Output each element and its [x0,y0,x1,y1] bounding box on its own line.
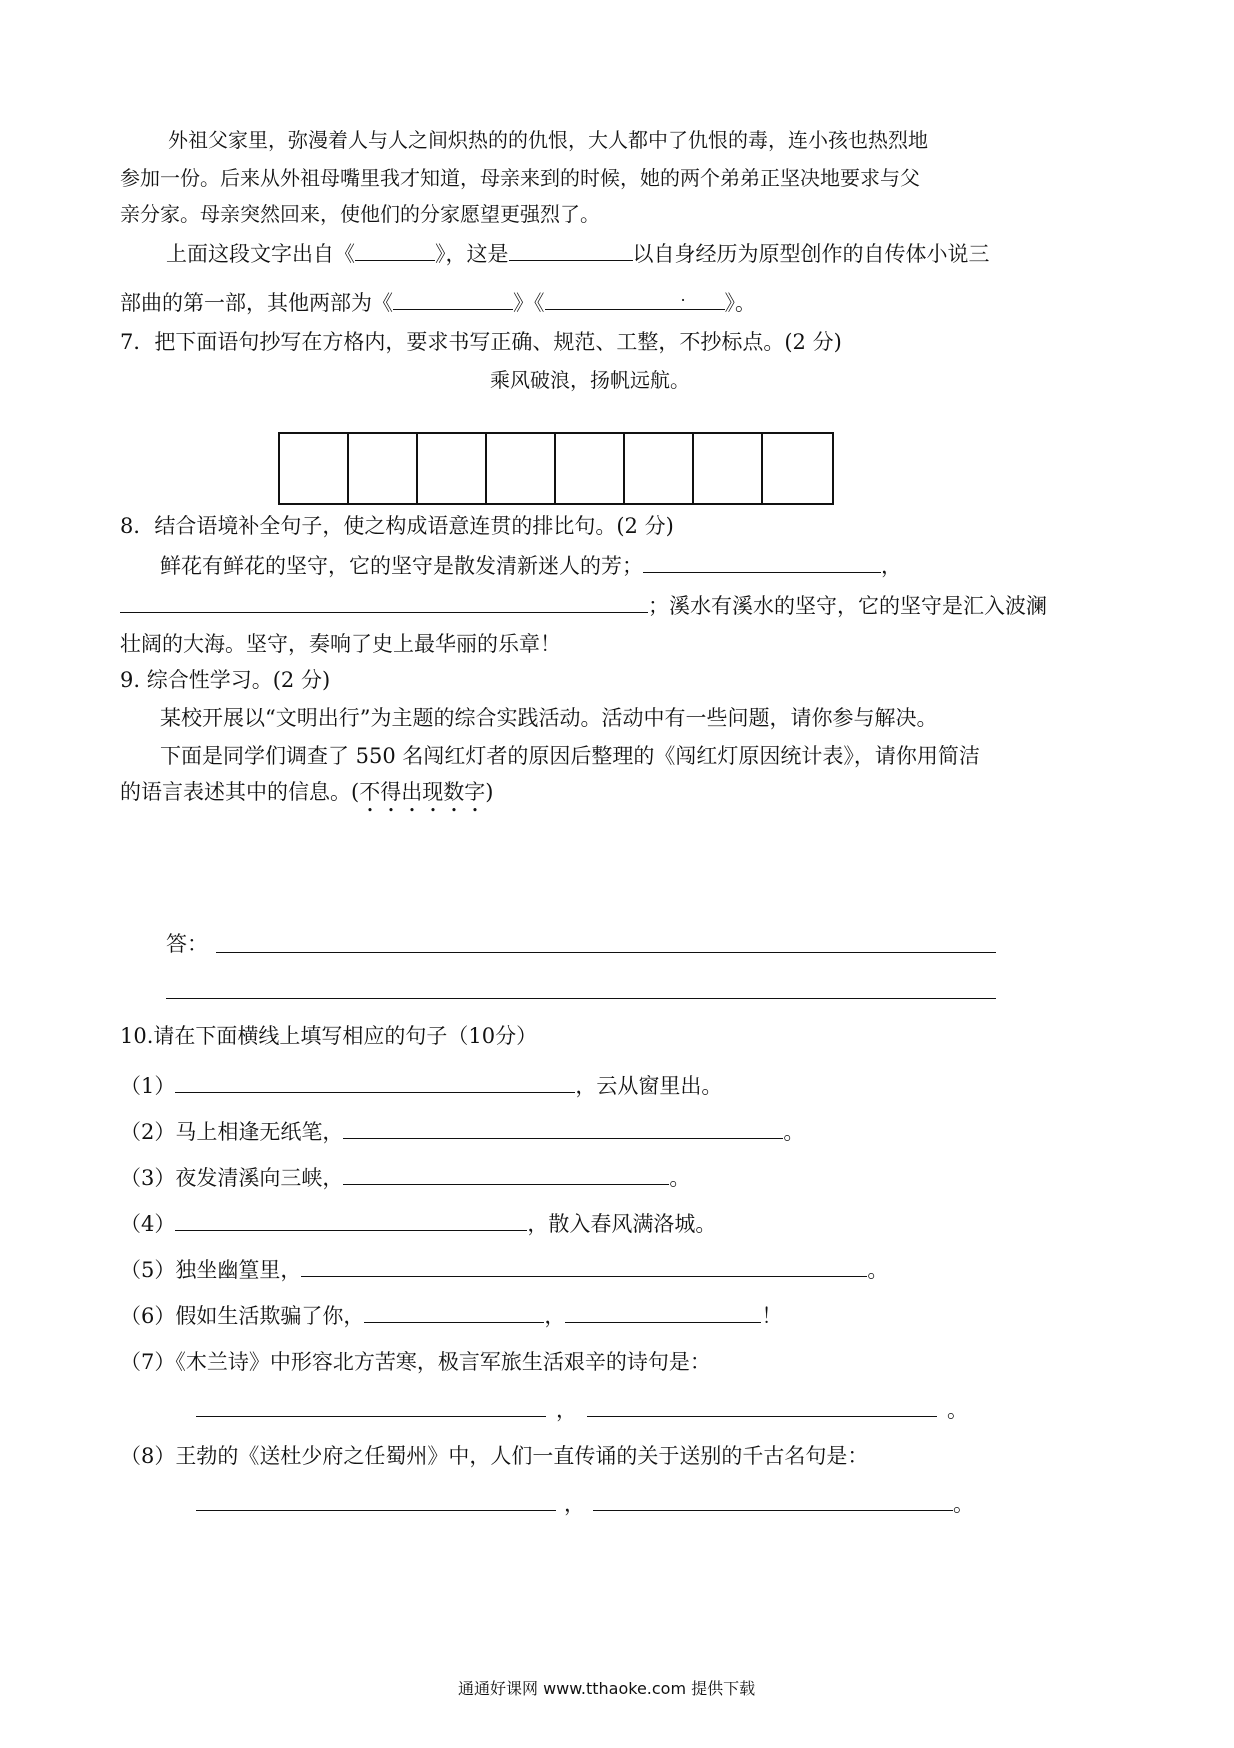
q10-item-6-blank-1[interactable] [364,1321,544,1323]
q10-item-4-blank[interactable] [175,1229,527,1231]
q10-item-4 [120,1208,716,1238]
q6-blank-book-2[interactable] [393,308,513,310]
q6-blank-author[interactable] [509,259,633,261]
q10-item-8-text: 王勃的《送杜少府之任蜀州》中，人们一直传诵的关于送别的千古名句是： [175,1444,869,1468]
page-footer: 通通好课网 www.tthaoke.com 提供下载 [458,1679,756,1698]
grid-cell[interactable] [280,434,349,503]
q10-item-7 [120,1346,711,1376]
q10-item-6-num: （6） [120,1304,176,1328]
q10-item-1-text: ，云从窗里出。 [575,1074,723,1098]
q9-line-2: 下面是同学们调查了 550 名闯红灯者的原因后整理的《闯红灯原因统计表》，请你用简洁 [160,744,980,768]
q8-line-1 [160,550,902,580]
grid-cell[interactable] [418,434,487,503]
q8-blank-2[interactable] [120,611,648,613]
grid-cell[interactable] [556,434,625,503]
q8-line-2 [120,590,1047,620]
q6-text-d: 部曲的第一部，其他两部为《 [120,291,393,315]
q6-text-f: 》。 [724,291,756,315]
q10-item-5 [120,1254,888,1284]
q10-item-2 [120,1116,804,1146]
q9-answer-line-1[interactable] [216,952,996,953]
q6-text-b: 》，这是 [435,242,509,266]
q6-line-2 [120,287,756,317]
q10-item-6-text: 假如生活欺骗了你， [175,1304,365,1328]
q10-item-4-text: ，散入春风满洛城。 [527,1212,717,1236]
passage-line-3: 亲分家。母亲突然回来，使他们的分家愿望更强烈了。 [120,202,600,226]
q10-item-1 [120,1070,722,1100]
grid-cell[interactable] [694,434,763,503]
passage-line-2: 参加一份。后来从外祖母嘴里我才知道，母亲来到的时候，她的两个弟弟正坚决地要求与父 [120,166,920,190]
q10-item-2-num: （2） [120,1120,176,1144]
q7-writing-grid[interactable] [278,432,834,505]
q10-item-3-blank[interactable] [343,1183,669,1185]
q9-answer-label: 答： [166,932,208,956]
q9-emphasis: 不得出现数字 [359,780,486,804]
q10-item-8-mid: ， [564,1492,585,1516]
q10-item-2-text: 马上相逢无纸笔， [175,1120,344,1144]
q6-text-e: 》《 [513,291,545,315]
q6-text-c: 以自身经历为原型创作的自传体小说三 [632,242,990,266]
q10-item-8-blank-2[interactable] [593,1509,953,1511]
q10-item-6-blank-2[interactable] [565,1321,761,1323]
q6-line-1 [166,238,990,268]
passage-line-1: 外祖父家里，弥漫着人与人之间炽热的的仇恨，大人都中了仇恨的毒，连小孩也热烈地 [168,128,928,152]
q10-item-7-text: 《木兰诗》中形容北方苦寒，极言军旅生活艰辛的诗句是： [175,1350,711,1374]
q10-item-3-end: 。 [669,1166,691,1190]
q10-item-3-text: 夜发清溪向三峡， [175,1166,344,1190]
q10-item-7-end: 。 [947,1398,968,1422]
q10-item-1-num: （1） [120,1074,176,1098]
q8-comma: ， [881,554,902,578]
q6-stray-mark: . [680,286,686,305]
q10-item-3 [120,1162,690,1192]
grid-cell[interactable] [349,434,418,503]
grid-cell[interactable] [625,434,694,503]
q8-blank-1[interactable] [643,571,881,573]
q10-item-7-mid: ， [556,1398,577,1422]
q10-item-8-end: 。 [953,1492,974,1516]
q7-sentence: 乘风破浪，扬帆远航。 [490,368,690,392]
q6-text-a: 上面这段文字出自《 [166,242,355,266]
q10-item-2-end: 。 [783,1120,805,1144]
q10-item-2-blank[interactable] [343,1137,783,1139]
grid-cell[interactable] [763,434,832,503]
grid-cell[interactable] [487,434,556,503]
q6-blank-book[interactable] [355,259,435,261]
q6-blank-book-3[interactable] [545,286,725,310]
q8-line-3: 壮阔的大海。坚守，奏响了史上最华丽的乐章！ [120,632,561,656]
q8-text-1: 鲜花有鲜花的坚守，它的坚守是散发清新迷人的芳； [160,554,643,578]
q10-item-7-num: （7） [120,1350,176,1374]
q10-item-5-text: 独坐幽篁里， [175,1258,302,1282]
q10-item-7-blank-1[interactable] [196,1415,546,1417]
q10-item-7-blank-2[interactable] [587,1415,937,1417]
q10-item-6 [120,1300,782,1330]
q10-item-5-num: （5） [120,1258,176,1282]
q10-item-8-answer [196,1488,974,1518]
q10-item-8 [120,1440,868,1470]
q8-text-2: ；溪水有溪水的坚守，它的坚守是汇入波澜 [648,594,1047,618]
q9-answer-line-2[interactable] [166,998,996,999]
q10-item-4-num: （4） [120,1212,176,1236]
q10-item-6-end: ！ [761,1304,783,1328]
q10-item-5-blank[interactable] [301,1275,867,1277]
q10-prompt: 10.请在下面横线上填写相应的句子（10分） [120,1024,538,1048]
q10-item-6-mid: ， [544,1304,566,1328]
q9-line-1: 某校开展以“文明出行”为主题的综合实践活动。活动中有一些问题，请你参与解决。 [160,706,938,730]
q9-line-3 [120,776,493,817]
q10-item-7-answer [196,1394,968,1424]
q8-prompt: 8．结合语境补全句子，使之构成语意连贯的排比句。(2 分) [120,514,674,538]
q7-prompt: 7．把下面语句抄写在方格内，要求书写正确、规范、工整，不抄标点。(2 分) [120,330,842,354]
q9-text-b: ) [485,780,494,804]
q9-text-a: 的语言表述其中的信息。( [120,780,360,804]
q10-item-3-num: （3） [120,1166,176,1190]
q10-item-5-end: 。 [867,1258,889,1282]
q10-item-1-blank[interactable] [175,1091,575,1093]
q10-item-8-blank-1[interactable] [196,1509,556,1511]
q10-item-8-num: （8） [120,1444,176,1468]
q9-prompt: 9. 综合性学习。(2 分) [120,668,331,692]
